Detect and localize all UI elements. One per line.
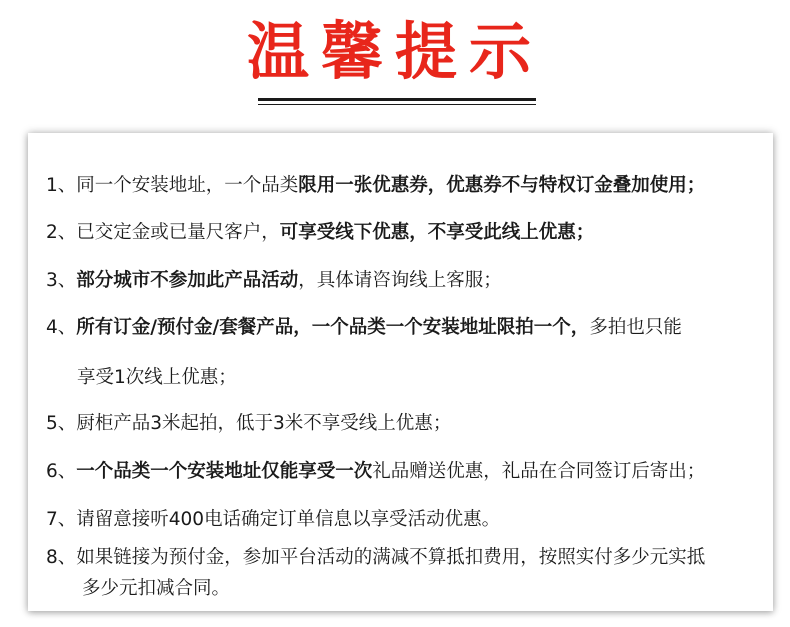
notice-text: 2、已交定金或已量尺客户，	[46, 222, 280, 243]
notice-text-bold: 一个品类一个安装地址仅能享受一次	[76, 461, 373, 482]
notice-text-bold: 可享受线下优惠，不享受此线上优惠；	[279, 222, 595, 243]
notice-item-7: 7、请留意接听400电话确定订单信息以享受活动优惠。	[46, 509, 501, 530]
notice-item-6	[46, 458, 705, 486]
notice-item-3	[46, 267, 502, 295]
notice-item-8: 8、如果链接为预付金，参加平台活动的满减不算抵扣费用，按照实付多少元实抵	[46, 547, 706, 568]
notice-text: ，具体请咨询线上客服；	[298, 270, 502, 291]
notice-text: 多拍也只能	[589, 317, 682, 338]
notice-text: 6、	[46, 461, 77, 482]
notice-item-1	[46, 172, 705, 200]
notice-item-4-continued: 享受1次线上优惠；	[77, 367, 237, 388]
notice-text: 3、	[46, 270, 77, 291]
notice-text: 1、同一个安装地址，一个品类	[46, 175, 299, 196]
notice-text: 礼品赠送优惠，礼品在合同签订后寄出；	[372, 461, 706, 482]
notice-item-8-continued: 多少元扣减合同。	[82, 578, 231, 599]
notice-item-2	[46, 219, 594, 247]
title-underline-thick	[258, 98, 536, 101]
notice-item-5: 5、厨柜产品3米起拍，低于3米不享受线上优惠；	[46, 413, 452, 434]
notice-item-4	[46, 314, 682, 342]
notice-text: 4、	[46, 317, 77, 338]
notice-text-bold: 部分城市不参加此产品活动	[76, 270, 299, 291]
notice-text-bold: 限用一张优惠券，优惠券不与特权订金叠加使用；	[298, 175, 706, 196]
page-title: 温馨提示	[246, 15, 543, 88]
title-underline-thin	[258, 104, 536, 105]
notice-text-bold: 所有订金/预付金/套餐产品，一个品类一个安装地址限拍一个，	[76, 317, 590, 338]
